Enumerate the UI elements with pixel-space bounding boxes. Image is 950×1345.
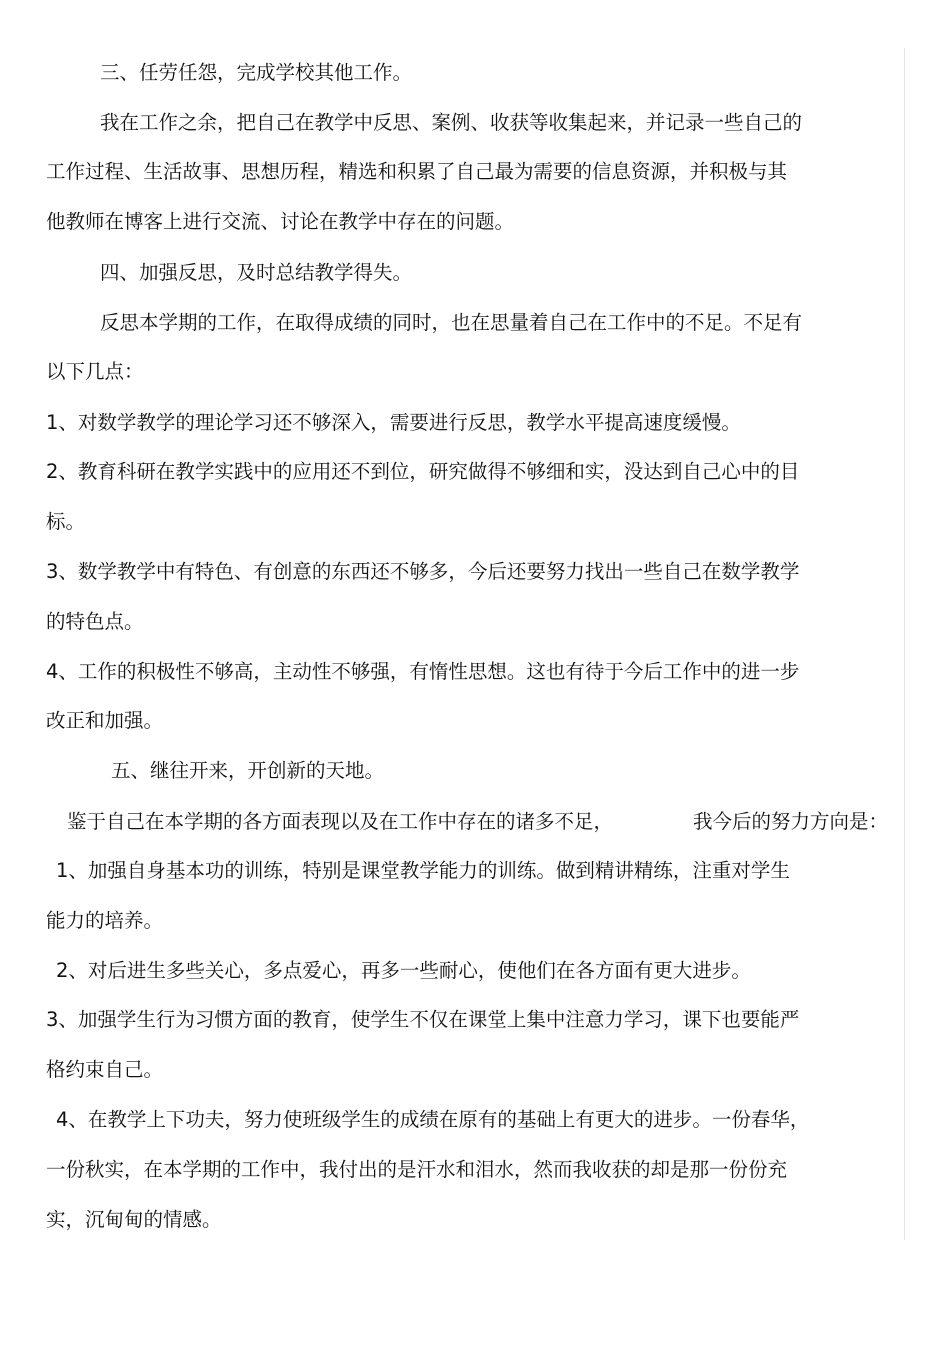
list-item: 2、对后进生多些关心，多点爱心，再多一些耐心，使他们在各方面有更大进步。 — [56, 959, 751, 982]
list-item-continuation: 实，沉甸甸的情感。 — [46, 1208, 222, 1231]
list-item-continuation: 能力的培养。 — [46, 909, 164, 932]
paragraph-line-tail: 我今后的努力方向是： — [693, 810, 889, 833]
section-heading-3: 三、任劳任怨，完成学校其他工作。 — [100, 61, 413, 84]
list-item-continuation: 格约束自己。 — [46, 1058, 164, 1081]
list-item-continuation: 的特色点。 — [46, 610, 144, 633]
paragraph-line: 他教师在博客上进行交流、讨论在教学中存在的问题。 — [46, 210, 515, 233]
list-item: 1、加强自身基本功的训练，特别是课堂教学能力的训练。做到精讲精练，注重对学生 — [56, 859, 790, 882]
list-item: 3、数学教学中有特色、有创意的东西还不够多，今后还要努力找出一些自己在数学教学 — [46, 560, 800, 583]
paragraph-line: 以下几点： — [46, 360, 144, 383]
paragraph-line: 鉴于自己在本学期的各方面表现以及在工作中存在的诸多不足， — [67, 810, 614, 833]
list-item: 4、在教学上下功夫，努力使班级学生的成绩在原有的基础上有更大的进步。一份春华， — [56, 1108, 810, 1131]
list-item: 1、对数学教学的理论学习还不够深入，需要进行反思，教学水平提高速度缓慢。 — [46, 411, 741, 434]
list-item: 3、加强学生行为习惯方面的教育，使学生不仅在课堂上集中注意力学习，课下也要能严 — [46, 1008, 800, 1031]
list-item: 2、教育科研在教学实践中的应用还不到位，研究做得不够细和实，没达到自己心中的目 — [46, 460, 800, 483]
list-item-continuation: 改正和加强。 — [46, 709, 164, 732]
section-heading-4: 四、加强反思，及时总结教学得失。 — [100, 261, 413, 284]
list-item-continuation: 一份秋实，在本学期的工作中，我付出的是汗水和泪水，然而我收获的却是那一份份充 — [46, 1158, 788, 1181]
section-heading-5: 五、继往开来，开创新的天地。 — [111, 759, 385, 782]
paragraph-line: 我在工作之余，把自己在教学中反思、案例、收获等收集起来，并记录一些自己的 — [100, 111, 803, 134]
paragraph-line: 工作过程、生活故事、思想历程，精选和积累了自己最为需要的信息资源，并积极与其 — [46, 160, 788, 183]
paragraph-line: 反思本学期的工作，在取得成绩的同时，也在思量着自己在工作中的不足。不足有 — [100, 311, 803, 334]
list-item-continuation: 标。 — [46, 510, 86, 533]
page-edge-divider — [904, 48, 905, 1240]
list-item: 4、工作的积极性不够高，主动性不够强，有惰性思想。这也有待于今后工作中的进一步 — [46, 660, 800, 683]
